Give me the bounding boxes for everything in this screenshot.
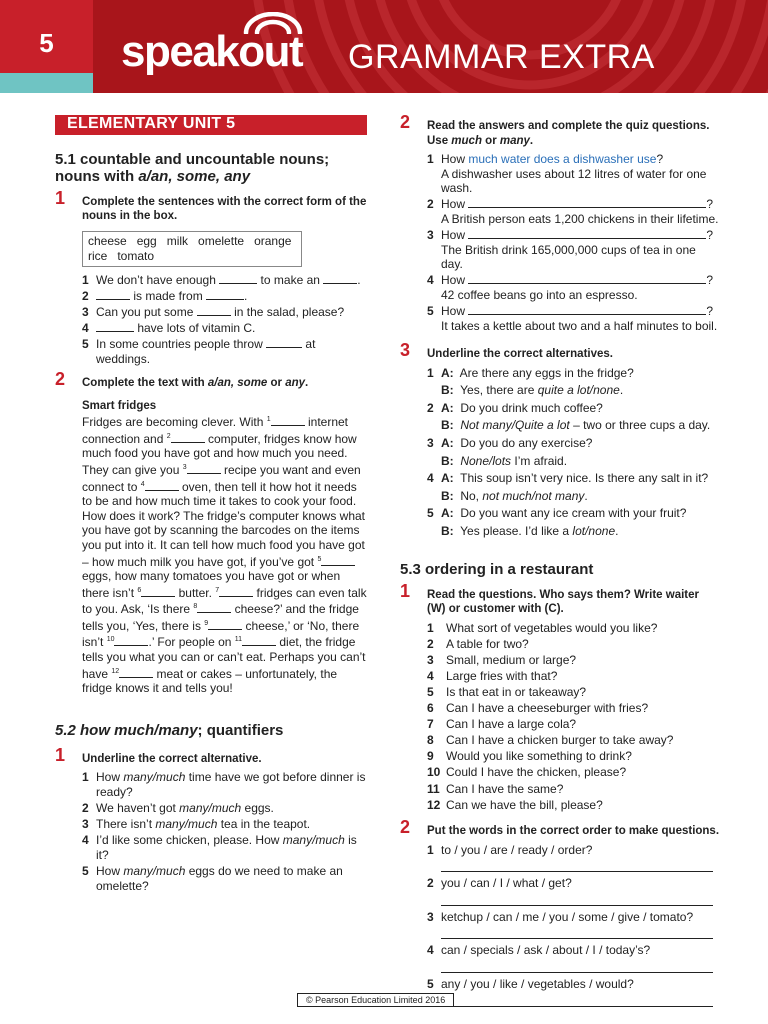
item-text: Could I have the chicken, please? — [446, 765, 627, 780]
quiz-question — [441, 152, 720, 167]
exercise-5-2-2 — [400, 112, 720, 333]
copyright-footer: © Pearson Education Limited 2016 — [297, 993, 454, 1007]
item-number: 4 — [82, 320, 89, 335]
text-segment: oven, then tell it how hot it needs to be and how much time it takes to cook your food. How does it work? The fridge’s computer knows what you have got by scanning the barcodes on the items you put into it. It can tell how much food you have got – how much milk you have got, if you’ve got — [82, 479, 366, 569]
quiz-answer: A British person eats 1,200 chickens in their lifetime. — [441, 211, 719, 226]
exercise-5-1-2 — [55, 369, 367, 696]
item-number: 1 — [427, 620, 434, 635]
exercise-items — [427, 843, 720, 1007]
exercise-items — [427, 366, 720, 539]
item-text: We haven’t got — [96, 801, 180, 816]
item-number: 11 — [427, 781, 440, 796]
list-item — [427, 621, 720, 636]
text-segment: Fridges are becoming clever. With — [82, 415, 267, 430]
answer-blank[interactable] — [197, 305, 231, 316]
quiz-answer: The British drink 165,000,000 cups of tea in one day. — [441, 242, 696, 272]
gap-number: 3 — [182, 463, 187, 471]
item-text: A table for two? — [446, 636, 529, 651]
quiz-question — [441, 304, 720, 319]
item-text: Can we have the bill, please? — [446, 797, 603, 812]
text-segment: cheese,’ or ‘No, there isn’t — [82, 618, 360, 650]
exercise-instruction: Read the answers and complete the quiz questions. Use much or many. — [427, 120, 710, 147]
item-text: There isn’t — [96, 817, 156, 832]
item-number: 4 — [427, 943, 434, 958]
item-text: We don’t have enough — [96, 272, 220, 287]
speaker-b-label: B: — [441, 418, 454, 433]
item-text: Can you put some — [96, 304, 197, 319]
unit-number: 5 — [39, 28, 54, 58]
speaker-b-label: B: — [441, 383, 454, 398]
answer-blank[interactable] — [266, 337, 302, 348]
answer-blank[interactable] — [271, 415, 305, 426]
item-number: 10 — [427, 765, 441, 780]
alternative-choice: many/much — [179, 801, 242, 816]
item-number: 5 — [82, 863, 89, 878]
speaker-b-label: B: — [441, 488, 454, 503]
item-text: is it? — [96, 833, 357, 862]
exercise-instruction: Complete the text with a/an, some or any. — [82, 377, 309, 390]
speaker-b-text: . — [615, 523, 619, 538]
item-text: Can I have the same? — [446, 781, 564, 796]
dialogue-item — [427, 436, 720, 468]
unit-banner: ELEMENTARY UNIT 5 — [55, 115, 367, 135]
item-text: in the salad, please? — [230, 304, 345, 319]
exercise-number: 3 — [400, 340, 411, 361]
quiz-item — [427, 152, 720, 196]
item-text: eggs do we need to make an omelette? — [96, 863, 343, 893]
speaker-b-text: . — [619, 383, 624, 398]
text-title: Smart fridges — [82, 399, 157, 412]
speaker-b-line — [441, 489, 720, 504]
alternative-choice: quite a lot/none — [537, 383, 620, 398]
item-number: 4 — [427, 668, 434, 683]
gap-number: 11 — [234, 636, 243, 644]
item-number: 8 — [427, 733, 434, 748]
item-text: tea in the teapot. — [217, 817, 311, 832]
gap-number: 2 — [166, 432, 171, 440]
question-end: ? — [706, 303, 714, 318]
section-5-2-title: 5.2 how much/many; quantifiers — [55, 721, 284, 739]
answer-blank[interactable] — [321, 555, 355, 566]
item-number: 9 — [427, 749, 434, 764]
speaker-b-text: No, — [457, 488, 483, 503]
gap-number: 1 — [266, 416, 271, 424]
reading-text — [82, 413, 367, 696]
quiz-item — [427, 197, 720, 226]
item-number: 7 — [427, 717, 434, 732]
exercise-5-3-1 — [400, 580, 720, 813]
question-start: How — [441, 303, 469, 318]
alternative-choice: many/much — [123, 770, 186, 785]
exercise-5-2-1 — [55, 744, 367, 893]
question-start: How — [441, 227, 469, 242]
answer-blank[interactable] — [197, 602, 231, 613]
item-number: 1 — [427, 152, 434, 166]
dialogue-item — [427, 471, 720, 503]
exercise-number: 1 — [400, 580, 411, 601]
item-number: 6 — [427, 701, 434, 716]
speaker-a-label: A: — [441, 471, 454, 486]
item-text: Can I have a chicken burger to take away? — [446, 733, 674, 748]
exercise-5-2-3 — [400, 340, 720, 538]
quiz-item — [427, 304, 720, 333]
answer-line[interactable] — [441, 924, 713, 939]
quiz-answer: A dishwasher uses about 12 litres of water for one wash. — [441, 166, 707, 196]
list-item — [427, 733, 720, 748]
item-number: 2 — [427, 636, 434, 651]
dialogue-item — [427, 401, 720, 433]
speaker-a-line — [441, 436, 720, 451]
list-item — [427, 943, 720, 973]
speaker-a-label: A: — [441, 400, 454, 415]
answer-blank[interactable] — [468, 304, 706, 315]
gap-number: 10 — [106, 636, 115, 644]
exercise-instruction: Complete the sentences with the correct form of the nouns in the box. — [82, 195, 367, 223]
item-text: What sort of vegetables would you like? — [446, 620, 658, 635]
list-item — [427, 782, 720, 797]
text-segment: meat or cakes – unfortunately, the fridge knows it and tells you! — [82, 666, 338, 696]
question-end: ? — [706, 273, 714, 288]
exercise-instruction: Underline the correct alternative. — [82, 752, 262, 765]
list-item — [427, 749, 720, 764]
item-number: 3 — [427, 652, 434, 667]
exercise-instruction: Read the questions. Who says them? Write waiter (W) or customer with (C). — [427, 588, 700, 616]
list-item — [82, 305, 367, 320]
list-item — [82, 817, 367, 832]
text-segment: internet connection and — [82, 415, 349, 446]
item-number: 4 — [427, 471, 434, 486]
text-segment: .’ For people on — [148, 635, 235, 650]
logo-out: out — [238, 30, 302, 74]
quiz-question — [441, 197, 720, 212]
text-segment: eggs, how many tomatoes you have got or when there isn’t — [82, 569, 341, 600]
teal-accent-bar — [0, 73, 93, 93]
text-segment: diet, the fridge tells you what you can or can’t eat. Perhaps you can’t have — [82, 635, 366, 681]
answer-blank[interactable] — [468, 228, 706, 239]
item-text: Small, medium or large? — [446, 652, 577, 667]
left-column — [55, 115, 367, 895]
word-prompt: ketchup / can / me / you / some / give / tomato? — [441, 909, 694, 924]
list-item — [82, 321, 367, 336]
text-segment: butter. — [175, 585, 216, 600]
speaker-a-text: Do you drink much coffee? — [457, 400, 603, 415]
speaker-b-text: I’m afraid. — [511, 453, 568, 468]
gap-number: 9 — [204, 619, 209, 627]
exercise-items — [82, 273, 367, 367]
item-number: 3 — [427, 436, 434, 450]
speaker-a-text: This soup isn’t very nice. Is there any salt in it? — [457, 471, 709, 486]
answer-blank[interactable] — [468, 273, 706, 284]
speaker-b-line — [441, 418, 720, 433]
exercise-number: 2 — [400, 817, 411, 838]
alternative-choice: Not many/Quite a lot — [460, 418, 570, 433]
item-number: 2 — [427, 197, 434, 212]
answer-blank[interactable] — [219, 273, 257, 284]
item-text: How — [96, 863, 124, 878]
list-item — [427, 798, 720, 813]
answer-blank[interactable] — [323, 273, 357, 284]
item-number: 1 — [427, 842, 434, 857]
text-segment: recipe you want and even connect to — [82, 462, 361, 494]
list-item — [427, 876, 720, 906]
item-number: 3 — [427, 227, 434, 242]
item-number: 1 — [427, 365, 434, 380]
exercise-number: 1 — [55, 744, 66, 765]
word-prompt: can / specials / ask / about / I / today’s? — [441, 943, 651, 958]
speaker-a-line — [441, 366, 720, 381]
item-number: 3 — [82, 304, 89, 319]
gap-number: 5 — [317, 555, 322, 563]
question-start: How — [441, 152, 469, 166]
item-text: I’d like some chicken, please. How — [96, 833, 283, 848]
answer-blank[interactable] — [119, 667, 153, 678]
speaker-a-label: A: — [441, 365, 454, 380]
gap-number: 7 — [215, 586, 220, 594]
list-item — [427, 910, 720, 940]
item-text: Large fries with that? — [446, 668, 558, 683]
item-number: 1 — [82, 272, 89, 287]
text-segment: cheese?’ and the fridge tells you, ‘Yes, there is — [82, 602, 359, 633]
list-item — [427, 637, 720, 652]
question-start: How — [441, 197, 469, 212]
word-prompt: you / can / I / what / get? — [441, 876, 572, 891]
item-text: Can I have a large cola? — [446, 717, 577, 732]
answer-line[interactable] — [441, 857, 713, 872]
list-item — [82, 273, 367, 288]
item-number: 5 — [427, 684, 434, 699]
exercise-items — [82, 770, 367, 893]
answer-line[interactable] — [441, 958, 713, 973]
answer-blank[interactable] — [242, 635, 276, 646]
list-item — [427, 977, 720, 1007]
item-number: 4 — [427, 273, 434, 288]
item-text: have lots of vitamin C. — [134, 320, 256, 335]
word-prompt: to / you / are / ready / order? — [441, 842, 593, 857]
item-text: . — [244, 288, 248, 303]
dialogue-item — [427, 366, 720, 398]
speaker-b-line — [441, 454, 720, 469]
item-number: 5 — [427, 506, 434, 521]
item-text: . — [357, 272, 361, 287]
item-number: 2 — [427, 876, 434, 891]
alternative-choice: lot/none — [572, 523, 616, 538]
quiz-question — [441, 273, 720, 288]
speaker-b-text: Yes please. I’d like a — [457, 523, 573, 538]
answer-blank[interactable] — [171, 432, 205, 443]
quiz-answer: It takes a kettle about two and a half minutes to boil. — [441, 318, 718, 333]
dialogue-item — [427, 506, 720, 538]
item-number: 12 — [427, 797, 441, 812]
quiz-item — [427, 273, 720, 302]
question-end: ? — [656, 152, 664, 166]
section-5-3-title: 5.3 ordering in a restaurant — [400, 560, 594, 578]
gap-number: 4 — [140, 480, 145, 488]
unit-number-box — [0, 0, 93, 73]
list-item — [82, 289, 367, 304]
exercise-number: 2 — [55, 369, 66, 390]
list-item — [427, 843, 720, 873]
speaker-b-text: . — [584, 488, 588, 503]
item-text: is made from — [130, 288, 207, 303]
list-item — [82, 801, 367, 816]
item-number: 3 — [82, 817, 89, 832]
quiz-question — [441, 228, 720, 243]
gap-number: 6 — [137, 586, 142, 594]
speaker-a-line — [441, 506, 720, 521]
speaker-b-text: – two or three cups a day. — [569, 418, 711, 433]
quiz-answer: 42 coffee beans go into an espresso. — [441, 287, 638, 302]
item-text: at weddings. — [96, 336, 316, 366]
item-number: 1 — [82, 770, 89, 785]
word-prompt: any / you / like / vegetables / would? — [441, 977, 634, 992]
alternative-choice: many/much — [155, 817, 218, 832]
list-item — [82, 833, 367, 862]
exercise-number: 1 — [55, 187, 66, 208]
exercise-number: 2 — [400, 112, 411, 132]
item-number: 4 — [82, 833, 89, 848]
speaker-a-text: Do you want any ice cream with your fruit? — [457, 506, 687, 521]
item-text: Would you like something to drink? — [446, 749, 632, 764]
answer-blank[interactable] — [219, 586, 253, 597]
text-segment: computer, fridges know how much food you have got and how much you need. They can give you — [82, 431, 357, 477]
exercise-instruction: Put the words in the correct order to make questions. — [427, 825, 720, 838]
alternative-choice: many/much — [123, 863, 186, 878]
gap-number: 8 — [193, 603, 198, 611]
item-number: 5 — [82, 336, 89, 351]
question-end: ? — [706, 197, 714, 212]
item-number: 2 — [82, 801, 89, 816]
page-title: GRAMMAR EXTRA — [348, 38, 655, 76]
answer-blank[interactable] — [114, 635, 148, 646]
item-number: 2 — [427, 400, 434, 415]
sound-waves-icon — [238, 12, 308, 34]
alternative-choice: not much/not many — [482, 488, 585, 503]
speaker-b-label: B: — [441, 523, 454, 538]
section-5-1-title: 5.1 countable and uncountable nouns; nouns with a/an, some, any — [55, 150, 330, 185]
answer-blank[interactable] — [145, 480, 179, 491]
list-item — [82, 337, 367, 366]
alternative-choice: None/lots — [460, 453, 512, 468]
exercise-5-1-1 — [55, 187, 367, 367]
answer-line[interactable] — [441, 992, 713, 1007]
item-number: 5 — [427, 303, 434, 318]
alternative-choice: many/much — [282, 833, 345, 848]
item-text: How — [96, 770, 124, 785]
answer-blank[interactable] — [96, 321, 134, 332]
list-item — [82, 770, 367, 799]
answer-blank[interactable] — [206, 289, 244, 300]
quiz-item — [427, 228, 720, 272]
question-start: How — [441, 273, 469, 288]
speaker-b-label: B: — [441, 453, 454, 468]
answer-blank[interactable] — [208, 619, 242, 630]
speaker-a-line — [441, 401, 720, 416]
question-end: ? — [706, 227, 714, 242]
example-answer-link[interactable]: much water does a dishwasher use — [468, 152, 657, 166]
list-item — [427, 685, 720, 700]
item-text: In some countries people throw — [96, 336, 267, 351]
item-text: time have we got before dinner is ready? — [96, 770, 366, 799]
exercise-items — [427, 621, 720, 813]
speaker-a-text: Are there any eggs in the fridge? — [457, 365, 634, 380]
answer-blank[interactable] — [187, 463, 221, 474]
right-column — [400, 112, 720, 1011]
item-text: Can I have a cheeseburger with fries? — [446, 701, 649, 716]
logo-speak: speak — [121, 27, 239, 76]
exercise-5-3-2 — [400, 817, 720, 1006]
speaker-a-label: A: — [441, 436, 454, 450]
item-text: eggs. — [241, 801, 274, 816]
item-number: 3 — [427, 909, 434, 924]
speaker-a-line — [441, 471, 720, 486]
list-item — [427, 701, 720, 716]
text-segment: fridges can even talk to you. Ask, ‘Is there — [82, 585, 367, 617]
speaker-a-text: Do you do any exercise? — [457, 436, 593, 450]
speaker-b-text: Yes, there are — [457, 383, 538, 398]
exercise-instruction: Underline the correct alternatives. — [427, 348, 613, 361]
list-item — [82, 864, 367, 893]
item-number: 2 — [82, 288, 89, 303]
answer-blank[interactable] — [141, 586, 175, 597]
exercise-items — [427, 152, 720, 333]
page-header — [0, 0, 768, 93]
item-text: Is that eat in or takeaway? — [446, 684, 587, 699]
word-box: cheese egg milk omelette orange rice tomato — [82, 231, 302, 267]
answer-line[interactable] — [441, 891, 713, 906]
speakout-logo — [121, 27, 303, 76]
item-text: to make an — [257, 272, 324, 287]
answer-blank[interactable] — [468, 197, 706, 208]
answer-blank[interactable] — [96, 289, 130, 300]
list-item — [427, 669, 720, 684]
speaker-b-line — [441, 383, 720, 398]
speaker-b-line — [441, 524, 720, 539]
gap-number: 12 — [111, 667, 120, 675]
list-item — [427, 765, 720, 780]
list-item — [427, 653, 720, 668]
speaker-a-label: A: — [441, 506, 454, 521]
item-number: 5 — [427, 977, 434, 992]
list-item — [427, 717, 720, 732]
